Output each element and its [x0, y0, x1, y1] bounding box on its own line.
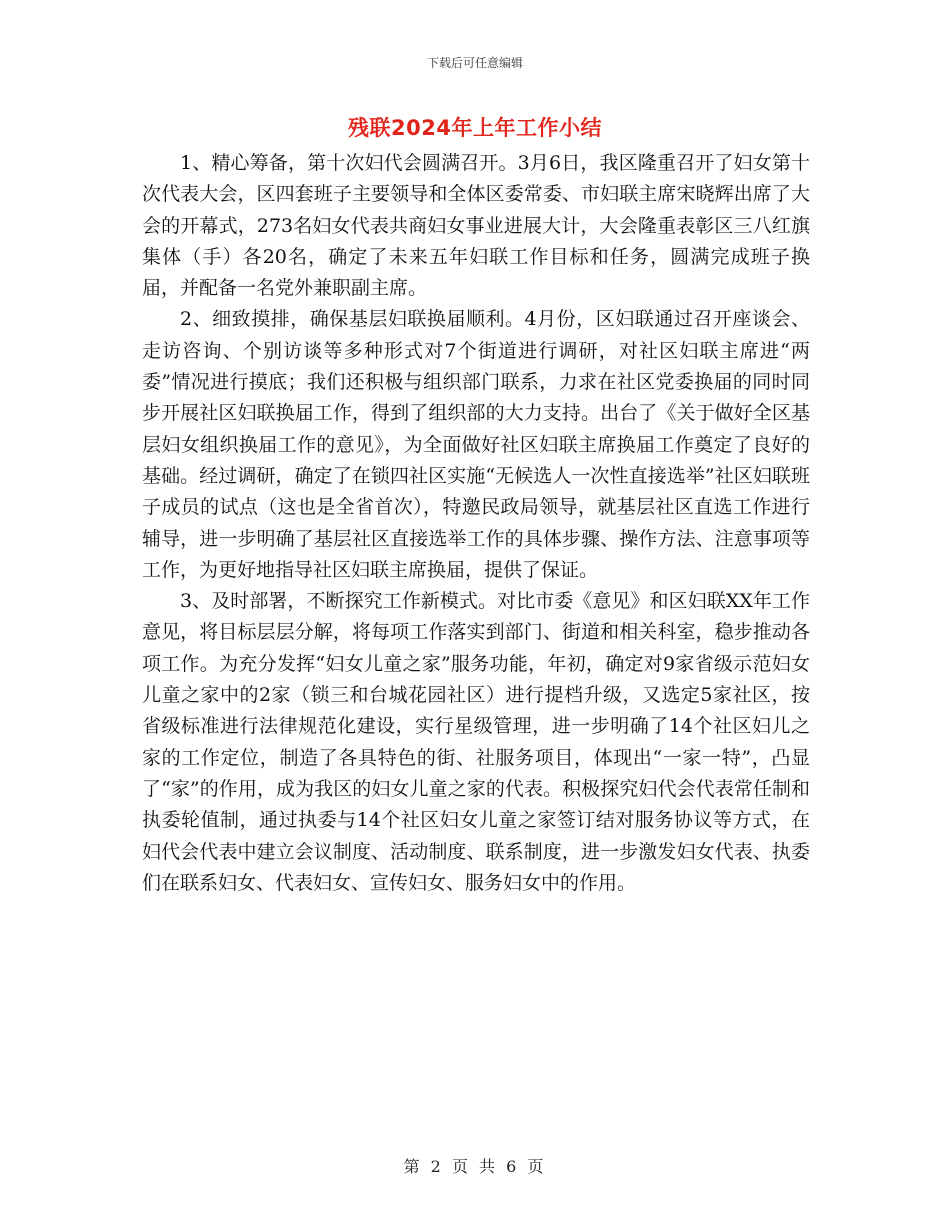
paragraph-3: 3、及时部署，不断探究工作新模式。对比市委《意见》和区妇联XX年工作意见，将目标层层分解，将每项工作落实到部门、街道和相关科室，稳步推动各项工作。为充分发挥“妇女儿童之家”服务功能，年初，确定对9家省级示范妇女儿童之家中的2家（锁三和台城花园社区）进行提档升级，又选定5家社区，按省级标准进行法律规范化建设，实行星级管理，进一步明确了14个社区妇儿之家的工作定位，制造了各具特色的街、社服务项目，体现出“一家一特”，凸显了“家”的作用，成为我区的妇女儿童之家的代表。积极探究妇代会代表常任制和执委轮值制，通过执委与14个社区妇女儿童之家签订结对服务协议等方式，在妇代会代表中建立会议制度、活动制度、联系制度，进一步激发妇女代表、执委们在联系妇女、代表妇女、宣传妇女、服务妇女中的作用。 — [142, 590, 810, 894]
page-number: 第 2 页 共 6 页 — [403, 1157, 547, 1176]
paragraph-1: 1、精心筹备，第十次妇代会圆满召开。3月6日，我区隆重召开了妇女第十次代表大会，区四套班子主要领导和全体区委常委、市妇联主席宋晓辉出席了大会的开幕式，273名妇女代表共商妇女事业进展大计，大会隆重表彰区三八红旗集体（手）各20名，确定了未来五年妇联工作目标和任务，圆满完成班子换届，并配备一名党外兼职副主席。 — [142, 152, 810, 300]
paragraph-2: 2、细致摸排，确保基层妇联换届顺利。4月份，区妇联通过召开座谈会、走访咨询、个别访谈等多种形式对7个街道进行调研，对社区妇联主席进“两委”情况进行摸底；我们还积极与组织部门联系，力求在社区党委换届的同时同步开展社区妇联换届工作，得到了组织部的大力支持。出台了《关于做好全区基层妇女组织换届工作的意见》，为全面做好社区妇联主席换届工作奠定了良好的基础。经过调研，确定了在锁四社区实施“无候选人一次性直接选举”社区妇联班子成员的试点（这也是全省首次），特邀民政局领导，就基层社区直选工作进行辅导，进一步明确了基层社区直接选举工作的具体步骤、操作方法、注意事项等工作，为更好地指导社区妇联主席换届，提供了保证。 — [142, 308, 810, 581]
document-title: 残联2024年上年工作小结 — [348, 116, 602, 140]
document-body — [142, 148, 810, 899]
header-note: 下载后可任意编辑 — [426, 56, 523, 70]
